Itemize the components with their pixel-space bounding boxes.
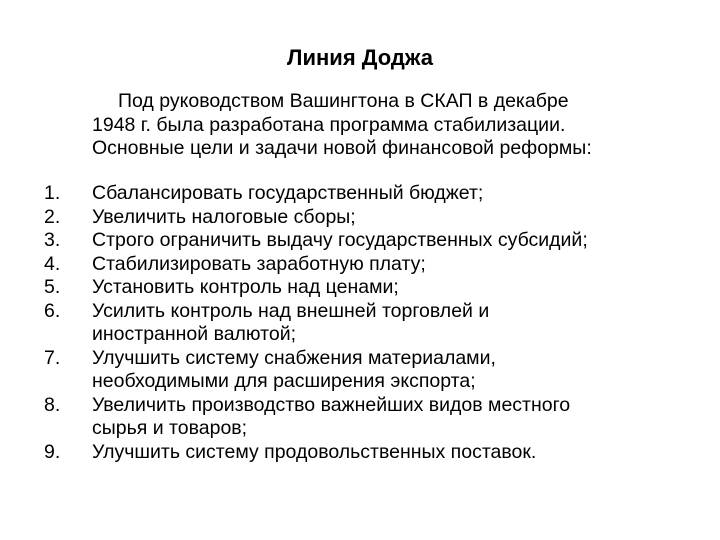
- list-item-line: Улучшить систему снабжения материалами,: [92, 346, 496, 369]
- list-item: [0, 300, 692, 347]
- list-item-line: иностранной валютой;: [92, 323, 296, 345]
- list-item-number: 2.: [44, 205, 61, 228]
- reform-goals-list: [0, 182, 720, 464]
- list-item-number: 4.: [44, 252, 61, 275]
- list-item: [0, 229, 692, 253]
- list-item-number: 3.: [44, 229, 61, 251]
- list-item: [0, 182, 692, 206]
- list-item-number: 7.: [44, 346, 61, 369]
- list-item-number: 9.: [44, 440, 61, 463]
- list-item: [0, 347, 692, 394]
- list-item-number: 8.: [44, 393, 61, 416]
- list-item-line: сырья и товаров;: [92, 417, 248, 439]
- list-item-line: необходимыми для расширения экспорта;: [92, 370, 476, 392]
- list-item-line: Увеличить производство важнейших видов местного: [92, 393, 571, 416]
- slide-title: Линия Доджа: [287, 45, 433, 70]
- list-item: [0, 206, 692, 230]
- intro-paragraph: [92, 90, 692, 161]
- list-item-line: Усилить контроль над внешней торговлей и: [92, 299, 490, 322]
- list-item-line: Улучшить систему продовольственных поставок.: [92, 440, 537, 463]
- intro-line: 1948 г. была разработана программа стабилизации.: [92, 113, 566, 136]
- list-item-number: 1.: [44, 182, 61, 204]
- intro-line-text: Под руководством Вашингтона в СКАП в декабре: [118, 90, 569, 112]
- list-item-number: 6.: [44, 299, 61, 322]
- list-item-line: Стабилизировать заработную плату;: [92, 252, 426, 275]
- intro-line: Основные цели и задачи новой финансовой реформы:: [92, 137, 592, 159]
- list-item-line: Установить контроль над ценами;: [92, 276, 399, 298]
- list-item-line: Увеличить налоговые сборы;: [92, 205, 356, 228]
- list-item-line: Строго ограничить выдачу государственных субсидий;: [92, 229, 588, 251]
- list-item-number: 5.: [44, 276, 61, 298]
- list-item: [0, 253, 692, 277]
- intro-line: [92, 90, 692, 114]
- list-item: [0, 394, 692, 441]
- list-item: [0, 441, 692, 465]
- list-item: [0, 276, 692, 300]
- list-item-line: Сбалансировать государственный бюджет;: [92, 182, 484, 204]
